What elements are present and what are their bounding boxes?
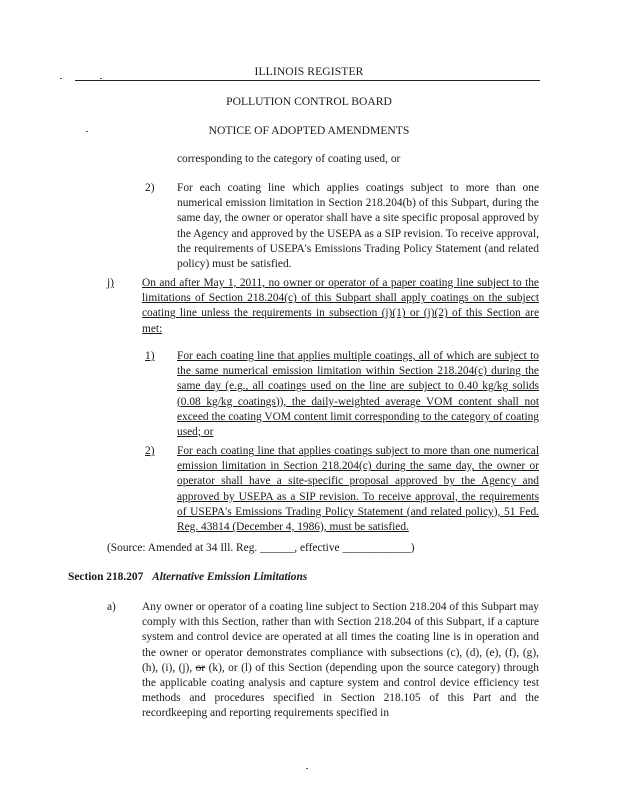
header-rule: [75, 80, 540, 81]
item-a-struck: or: [195, 661, 206, 674]
item-a-text: [142, 600, 539, 722]
item-i2-label: 2): [145, 182, 155, 194]
section-number: Section 218.207: [68, 571, 144, 583]
item-a-label: a): [107, 601, 116, 613]
item-j-text: On and after May 1, 2011, no owner or operator of a paper coating line subject to the limitations of Section 218.204(c) of this Subpart shall apply coatings on the subject coating line unless the requirements in subsection (j)(1) or (j)(2) of this Section are met:: [142, 277, 539, 335]
item-j1-text: For each coating line that applies multiple coatings, all of which are subject to the same numerical emission limitation within Section 218.204(c) during the same day (e.g., all coatings used on the line are subject to 0.40 kg/kg solids (0.08 kg/kg coatings)), the daily-weighted average VOM content shall not exceed the coating VOM content limit corresponding to the category of coating used; or: [177, 350, 539, 439]
board-title: POLLUTION CONTROL BOARD: [226, 95, 392, 108]
continuation-text: corresponding to the category of coating used, or: [177, 153, 401, 165]
item-j-label: j): [107, 277, 114, 289]
section-heading: [68, 570, 548, 585]
register-title: ILLINOIS REGISTER: [254, 65, 364, 78]
scan-artifact: [100, 78, 102, 79]
item-j2-label: 2): [145, 445, 155, 457]
item-i2-text: For each coating line which applies coatings subject to more than one numerical emission limitation in Section 218.204(b) of this Subpart, during the same day, the owner or operator shall have a site specific proposal approved by the Agency and approved by the USEPA as a SIP revision. To receive approval, the requirements of USEPA's Emissions Trading Policy Statement (and related policy) must be satisfied.: [177, 182, 539, 271]
source-note: (Source: Amended at 34 Ill. Reg. ______, effective ____________): [107, 542, 415, 554]
scan-artifact: [60, 78, 62, 79]
section-title: Alternative Emission Limitations: [152, 571, 308, 583]
item-j2-text: For each coating line that applies coatings subject to more than one numerical emission limitation in Section 218.204(c) during the same day, the owner or operator shall have a site-specific proposal approved by the Agency and approved by USEPA as a SIP revision. To receive approval, the requirements of USEPA's Emissions Trading Policy Statement (and related policy), 51 Fed. Reg. 43814 (December 4, 1986), must be satisfied.: [177, 445, 539, 534]
notice-title: NOTICE OF ADOPTED AMENDMENTS: [208, 124, 410, 137]
item-a-text-pre: Any owner or operator of a coating line subject to Section 218.204 of this Subpart may comply with this Section, rather than with Section 218.204 of this Subpart, if a capture system and control device are operated at all times the coating line is in operation and the owner or operator demonstrates compliance with subsections (c), (d), (e), (f), (g), (h), (i), (j),: [142, 601, 539, 674]
item-a-text-post: (k), or (l) of this Section (depending upon the source category) through the applicable coating analysis and capture system and control device efficiency test methods and procedures specified in Section 218.105 of this Part and the recordkeeping and reporting requirements specified in: [142, 661, 539, 720]
item-j1-label: 1): [145, 350, 155, 362]
scan-artifact: [306, 768, 308, 769]
